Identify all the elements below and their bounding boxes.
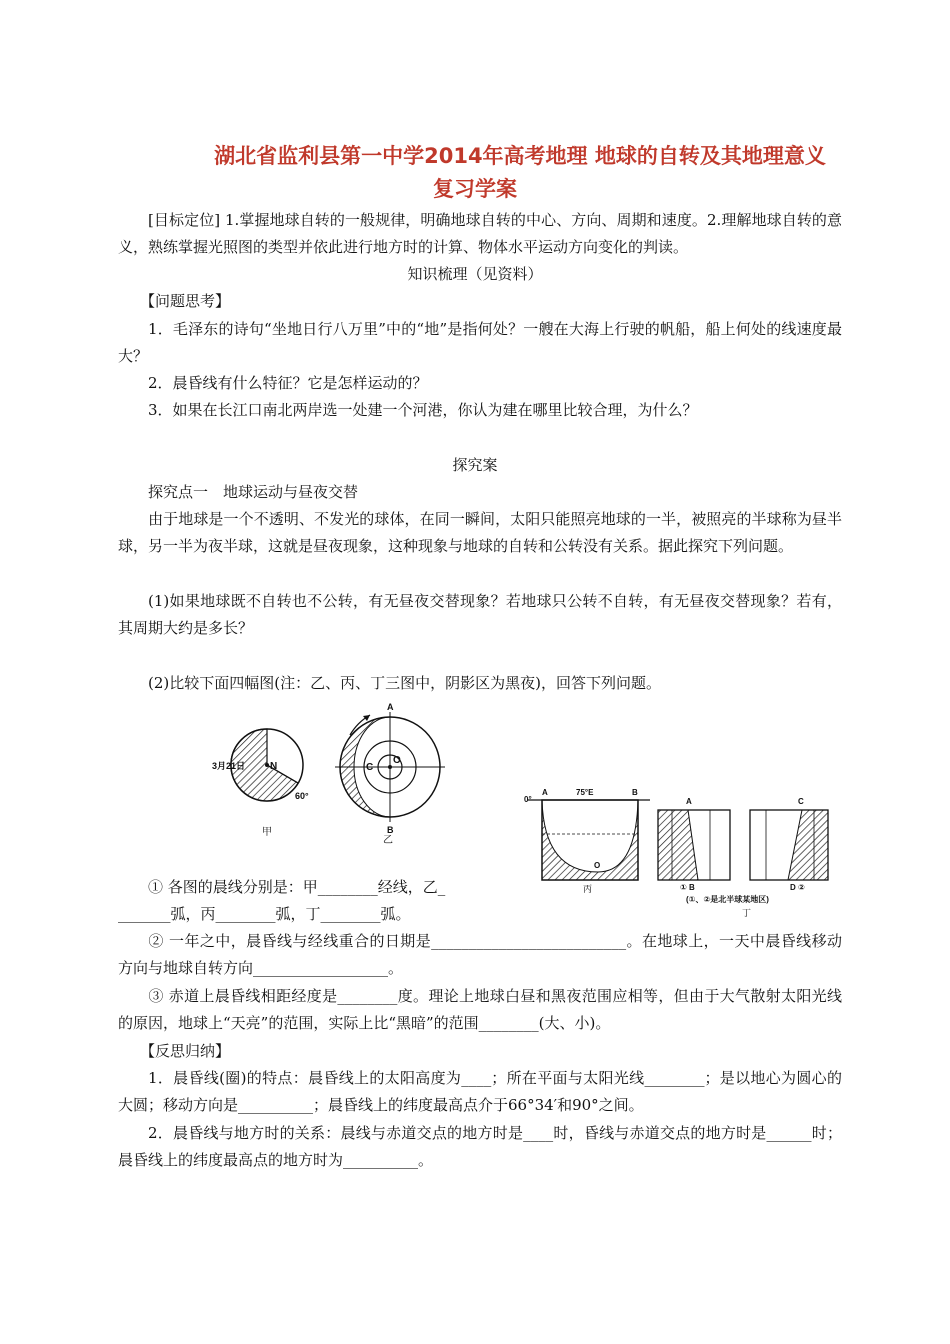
jia-caption: 甲 [262, 827, 272, 838]
answer-1-line2: _______弧，丙________弧，丁________弧。 [118, 905, 411, 923]
jia-angle-label: 60° [295, 791, 309, 801]
question-2: 2．晨昏线有什么特征？它是怎样运动的？ [148, 374, 428, 392]
bing-caption: 丙 [583, 884, 593, 894]
ding-caption: 丁 [742, 908, 752, 918]
yi-caption: 乙 [383, 835, 393, 845]
ding-label-a: A [686, 797, 692, 806]
question-heading: 【问题思考】 [140, 292, 231, 310]
reflect-heading: 【反思归纳】 [140, 1042, 231, 1060]
bing-label-0: 0° [524, 795, 532, 804]
answer-1-line1: ① 各图的晨线分别是：甲________经线，乙_ [148, 878, 446, 896]
doc-title-line1: 湖北省监利县第一中学2014年高考地理 地球的自转及其地理意义 [214, 144, 826, 168]
bing-label-75e: 75°E [576, 788, 594, 797]
ding-left-night [658, 810, 698, 880]
ding-label-left: ① B [680, 883, 695, 892]
doc-title-line2: 复习学案 [433, 177, 517, 201]
yi-label-c: C [366, 762, 374, 773]
ding-note: (①、②是北半球某地区) [686, 895, 769, 904]
figure-jia [200, 722, 330, 842]
bing-label-o: O [594, 861, 601, 870]
yi-label-b: B [387, 825, 394, 835]
ding-label-c: C [798, 797, 804, 806]
answer-2: ② 一年之中，晨昏线与经线重合的日期是__________________________。在地球上，一天中晨昏线移动方向与地球自转方向__________________。 [118, 932, 842, 977]
jia-date-label: 3月21日 [212, 761, 246, 771]
question-1: 1．毛泽东的诗句“坐地日行八万里”中的“地”是指何处？一艘在大海上行驶的帆船，船上何处的线速度最大？ [118, 320, 842, 365]
bing-label-b: B [632, 788, 638, 797]
bing-night-area [542, 800, 638, 880]
bing-label-a: A [542, 788, 548, 797]
explore-heading: 探究案 [452, 456, 498, 474]
answer-3: ③ 赤道上晨昏线相距经度是________度。理论上地球白昼和黑夜范围应相等，但由于大气散射太阳光线的原因，地球上“天亮”的范围，实际上比“黑暗”的范围________(大、小)。 [118, 987, 842, 1032]
figure-bing [518, 782, 658, 897]
explore-intro: 由于地球是一个不透明、不发光的球体，在同一瞬间，太阳只能照亮地球的一半，被照亮的半球称为昼半球，另一半为夜半球，这就是昼夜现象，这种现象与地球的自转和公转没有关系。据此探究下列问题。 [118, 510, 842, 555]
ding-right-night [788, 810, 828, 880]
explore-question-1: (1)如果地球既不自转也不公转，有无昼夜交替现象？若地球只公转不自转，有无昼夜交替现象？若有，其周期大约是多长？ [118, 592, 842, 637]
explore-point-heading: 探究点一 地球运动与昼夜交替 [148, 483, 359, 501]
jia-pole-label: N [270, 761, 278, 772]
yi-label-a: A [387, 702, 394, 712]
yi-label-o: O [393, 755, 401, 766]
goal-paragraph: [目标定位] 1.掌握地球自转的一般规律，明确地球自转的中心、方向、周期和速度。2.理解地球自转的意义，熟练掌握光照图的类型并依此进行地方时的计算、物体水平运动方向变化的判读。 [118, 211, 842, 256]
figure-ding [650, 792, 840, 922]
explore-question-2: (2)比较下面四幅图(注：乙、丙、丁三图中，阴影区为黑夜)，回答下列问题。 [148, 674, 661, 692]
reflect-1: 1．晨昏线(圈)的特点：晨昏线上的太阳高度为____；所在平面与太阳光线________；是以地心为圆心的大圆；移动方向是__________；晨昏线上的纬度最高点介于66°34′和90°之间。 [118, 1069, 842, 1114]
knowledge-heading: 知识梳理（见资料） [407, 265, 543, 283]
ding-label-right: D ② [790, 883, 805, 892]
figure-yi [330, 700, 450, 845]
reflect-2: 2．晨昏线与地方时的关系：晨线与赤道交点的地方时是____时，昏线与赤道交点的地方时是______时；晨昏线上的纬度最高点的地方时为__________。 [118, 1124, 842, 1169]
question-3: 3．如果在长江口南北两岸选一处建一个河港，你认为建在哪里比较合理，为什么？ [148, 401, 698, 419]
